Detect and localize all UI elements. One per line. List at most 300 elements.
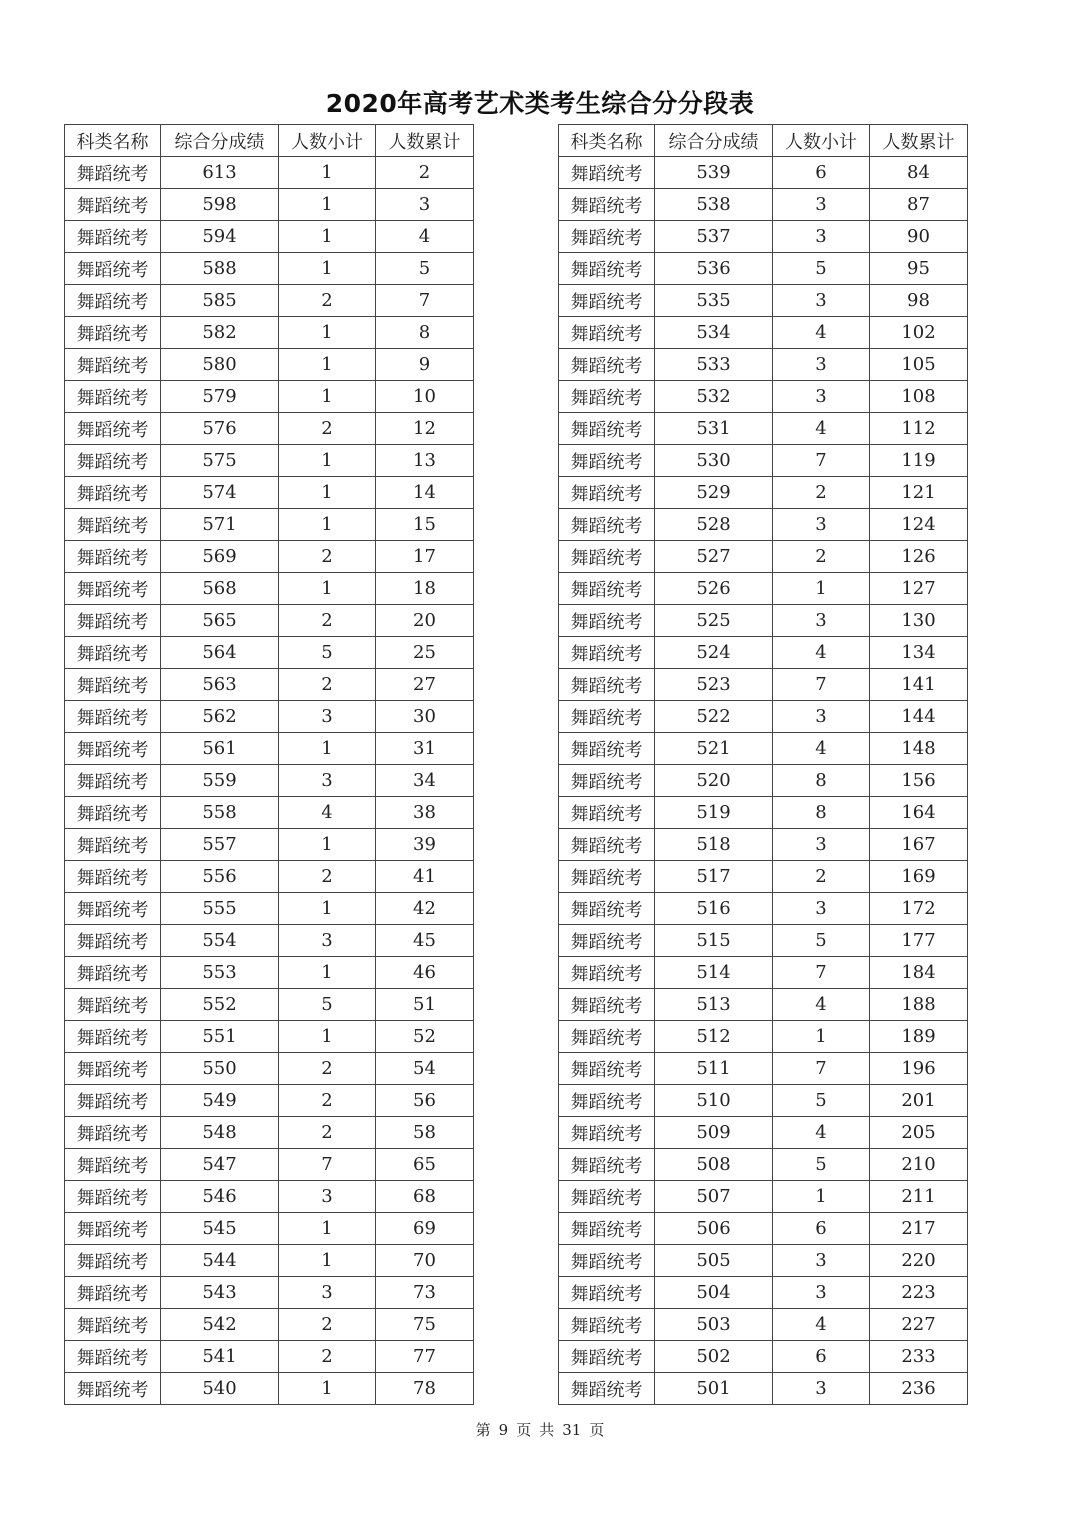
table-row [559, 701, 968, 733]
cell-count: 3 [279, 925, 376, 957]
cell-score: 579 [161, 381, 279, 413]
cell-cumulative: 15 [376, 509, 474, 541]
cell-score: 524 [655, 637, 773, 669]
table-row [65, 1085, 474, 1117]
table-row [559, 285, 968, 317]
cell-score: 501 [655, 1373, 773, 1405]
cell-score: 513 [655, 989, 773, 1021]
cell-count: 7 [279, 1149, 376, 1181]
table-row [559, 637, 968, 669]
cell-cumulative: 14 [376, 477, 474, 509]
cell-count: 3 [279, 765, 376, 797]
cell-cumulative: 17 [376, 541, 474, 573]
cell-score: 532 [655, 381, 773, 413]
cell-score: 517 [655, 861, 773, 893]
table-row [65, 413, 474, 445]
cell-cumulative: 10 [376, 381, 474, 413]
cell-cumulative: 12 [376, 413, 474, 445]
table-row [559, 1309, 968, 1341]
cell-cumulative: 189 [870, 1021, 968, 1053]
cell-score: 505 [655, 1245, 773, 1277]
cell-category: 舞蹈统考 [65, 861, 161, 893]
cell-count: 4 [773, 317, 870, 349]
table-row [65, 1117, 474, 1149]
cell-cumulative: 223 [870, 1277, 968, 1309]
cell-count: 3 [773, 509, 870, 541]
cell-score: 511 [655, 1053, 773, 1085]
table-row [559, 157, 968, 189]
cell-cumulative: 205 [870, 1117, 968, 1149]
cell-cumulative: 164 [870, 797, 968, 829]
cell-cumulative: 34 [376, 765, 474, 797]
table-row [65, 573, 474, 605]
cell-category: 舞蹈统考 [559, 157, 655, 189]
table-row [559, 573, 968, 605]
cell-count: 7 [773, 445, 870, 477]
cell-score: 539 [655, 157, 773, 189]
cell-count: 3 [773, 1245, 870, 1277]
cell-cumulative: 108 [870, 381, 968, 413]
cell-category: 舞蹈统考 [559, 1181, 655, 1213]
footer-text: 页 [589, 1421, 605, 1439]
cell-score: 527 [655, 541, 773, 573]
footer-text: 页 [516, 1421, 532, 1439]
cell-score: 512 [655, 1021, 773, 1053]
cell-count: 1 [279, 1021, 376, 1053]
cell-category: 舞蹈统考 [65, 413, 161, 445]
cell-count: 8 [773, 765, 870, 797]
cell-score: 530 [655, 445, 773, 477]
table-row [65, 893, 474, 925]
cell-category: 舞蹈统考 [559, 477, 655, 509]
cell-cumulative: 124 [870, 509, 968, 541]
cell-count: 7 [773, 669, 870, 701]
cell-category: 舞蹈统考 [65, 1309, 161, 1341]
cell-score: 504 [655, 1277, 773, 1309]
cell-score: 515 [655, 925, 773, 957]
cell-score: 502 [655, 1341, 773, 1373]
cell-category: 舞蹈统考 [559, 509, 655, 541]
cell-cumulative: 3 [376, 189, 474, 221]
table-row [65, 925, 474, 957]
cell-cumulative: 95 [870, 253, 968, 285]
table-row [559, 445, 968, 477]
cell-count: 3 [773, 605, 870, 637]
table-row [559, 1085, 968, 1117]
header-category: 科类名称 [65, 125, 161, 157]
cell-count: 8 [773, 797, 870, 829]
cell-cumulative: 119 [870, 445, 968, 477]
cell-count: 3 [773, 1373, 870, 1405]
table-row [65, 1245, 474, 1277]
cell-category: 舞蹈统考 [559, 1341, 655, 1373]
cell-score: 546 [161, 1181, 279, 1213]
cell-category: 舞蹈统考 [65, 989, 161, 1021]
table-row [65, 381, 474, 413]
table-row [65, 509, 474, 541]
cell-cumulative: 188 [870, 989, 968, 1021]
cell-count: 7 [773, 1053, 870, 1085]
cell-category: 舞蹈统考 [559, 221, 655, 253]
table-row [65, 1373, 474, 1405]
cell-score: 613 [161, 157, 279, 189]
cell-cumulative: 51 [376, 989, 474, 1021]
cell-score: 588 [161, 253, 279, 285]
cell-cumulative: 52 [376, 1021, 474, 1053]
cell-cumulative: 98 [870, 285, 968, 317]
cell-cumulative: 144 [870, 701, 968, 733]
cell-category: 舞蹈统考 [559, 1149, 655, 1181]
cell-score: 547 [161, 1149, 279, 1181]
header-score: 综合分成绩 [161, 125, 279, 157]
table-row [559, 829, 968, 861]
cell-cumulative: 112 [870, 413, 968, 445]
cell-count: 1 [279, 573, 376, 605]
table-row [65, 1277, 474, 1309]
cell-score: 555 [161, 893, 279, 925]
table-row [559, 733, 968, 765]
cell-score: 508 [655, 1149, 773, 1181]
cell-category: 舞蹈统考 [65, 797, 161, 829]
table-row [559, 861, 968, 893]
cell-score: 550 [161, 1053, 279, 1085]
cell-count: 6 [773, 157, 870, 189]
cell-count: 4 [773, 637, 870, 669]
cell-score: 575 [161, 445, 279, 477]
table-row [559, 381, 968, 413]
cell-cumulative: 70 [376, 1245, 474, 1277]
cell-score: 533 [655, 349, 773, 381]
cell-cumulative: 77 [376, 1341, 474, 1373]
cell-count: 3 [773, 349, 870, 381]
table-row [65, 221, 474, 253]
cell-category: 舞蹈统考 [65, 765, 161, 797]
cell-score: 549 [161, 1085, 279, 1117]
table-row [559, 1341, 968, 1373]
cell-count: 1 [773, 573, 870, 605]
cell-count: 3 [773, 381, 870, 413]
cell-category: 舞蹈统考 [559, 445, 655, 477]
table-row [559, 957, 968, 989]
footer-text: 共 [539, 1421, 555, 1439]
cell-score: 568 [161, 573, 279, 605]
table-row [65, 317, 474, 349]
cell-cumulative: 220 [870, 1245, 968, 1277]
cell-cumulative: 84 [870, 157, 968, 189]
cell-category: 舞蹈统考 [559, 381, 655, 413]
cell-count: 5 [279, 637, 376, 669]
cell-category: 舞蹈统考 [559, 349, 655, 381]
table-row [65, 1181, 474, 1213]
cell-score: 537 [655, 221, 773, 253]
table-row [65, 701, 474, 733]
cell-score: 536 [655, 253, 773, 285]
cell-score: 540 [161, 1373, 279, 1405]
cell-score: 542 [161, 1309, 279, 1341]
header-cumulative: 人数累计 [870, 125, 968, 157]
table-row [65, 157, 474, 189]
cell-score: 510 [655, 1085, 773, 1117]
cell-cumulative: 8 [376, 317, 474, 349]
cell-score: 523 [655, 669, 773, 701]
cell-score: 518 [655, 829, 773, 861]
cell-cumulative: 30 [376, 701, 474, 733]
table-row [559, 1245, 968, 1277]
cell-cumulative: 236 [870, 1373, 968, 1405]
table-row [559, 1053, 968, 1085]
cell-count: 4 [773, 1309, 870, 1341]
cell-score: 538 [655, 189, 773, 221]
cell-score: 514 [655, 957, 773, 989]
cell-score: 548 [161, 1117, 279, 1149]
cell-score: 551 [161, 1021, 279, 1053]
table-row [65, 1341, 474, 1373]
cell-count: 5 [773, 1085, 870, 1117]
cell-cumulative: 127 [870, 573, 968, 605]
cell-count: 1 [279, 829, 376, 861]
table-row [559, 989, 968, 1021]
page-title: 2020年高考艺术类考生综合分分段表 [325, 89, 755, 118]
cell-category: 舞蹈统考 [559, 413, 655, 445]
cell-cumulative: 233 [870, 1341, 968, 1373]
table-row [65, 1053, 474, 1085]
cell-count: 3 [773, 189, 870, 221]
header-category: 科类名称 [559, 125, 655, 157]
table-row [65, 349, 474, 381]
table-row [65, 637, 474, 669]
footer-text: 第 [475, 1421, 491, 1439]
cell-count: 4 [279, 797, 376, 829]
table-row [65, 253, 474, 285]
cell-cumulative: 54 [376, 1053, 474, 1085]
table-row [559, 1277, 968, 1309]
table-row [65, 1021, 474, 1053]
cell-count: 4 [773, 733, 870, 765]
cell-count: 3 [773, 893, 870, 925]
cell-count: 2 [773, 861, 870, 893]
cell-category: 舞蹈统考 [65, 285, 161, 317]
table-row [559, 509, 968, 541]
cell-score: 554 [161, 925, 279, 957]
cell-score: 553 [161, 957, 279, 989]
cell-count: 1 [279, 1373, 376, 1405]
header-row [65, 125, 474, 157]
table-row [559, 413, 968, 445]
cell-count: 5 [773, 1149, 870, 1181]
cell-count: 4 [773, 1117, 870, 1149]
cell-category: 舞蹈统考 [559, 1213, 655, 1245]
cell-cumulative: 148 [870, 733, 968, 765]
cell-score: 535 [655, 285, 773, 317]
cell-category: 舞蹈统考 [65, 573, 161, 605]
cell-category: 舞蹈统考 [65, 669, 161, 701]
table-row [559, 317, 968, 349]
cell-score: 580 [161, 349, 279, 381]
cell-cumulative: 134 [870, 637, 968, 669]
cell-cumulative: 56 [376, 1085, 474, 1117]
table-row [65, 797, 474, 829]
cell-score: 569 [161, 541, 279, 573]
table-row [559, 797, 968, 829]
cell-count: 5 [279, 989, 376, 1021]
cell-count: 6 [773, 1341, 870, 1373]
cell-cumulative: 217 [870, 1213, 968, 1245]
cell-score: 552 [161, 989, 279, 1021]
cell-score: 594 [161, 221, 279, 253]
cell-count: 3 [279, 701, 376, 733]
table-row [65, 861, 474, 893]
cell-score: 520 [655, 765, 773, 797]
cell-score: 521 [655, 733, 773, 765]
cell-score: 526 [655, 573, 773, 605]
cell-category: 舞蹈统考 [559, 861, 655, 893]
cell-score: 522 [655, 701, 773, 733]
cell-cumulative: 169 [870, 861, 968, 893]
cell-count: 3 [773, 285, 870, 317]
cell-cumulative: 65 [376, 1149, 474, 1181]
cell-category: 舞蹈统考 [65, 509, 161, 541]
cell-cumulative: 75 [376, 1309, 474, 1341]
cell-category: 舞蹈统考 [65, 1245, 161, 1277]
cell-category: 舞蹈统考 [559, 1117, 655, 1149]
cell-score: 528 [655, 509, 773, 541]
cell-score: 544 [161, 1245, 279, 1277]
cell-count: 2 [773, 541, 870, 573]
cell-cumulative: 130 [870, 605, 968, 637]
cell-count: 3 [773, 221, 870, 253]
cell-count: 1 [279, 253, 376, 285]
cell-category: 舞蹈统考 [65, 477, 161, 509]
cell-category: 舞蹈统考 [559, 765, 655, 797]
cell-score: 531 [655, 413, 773, 445]
cell-count: 1 [773, 1181, 870, 1213]
cell-count: 2 [279, 669, 376, 701]
cell-count: 2 [279, 413, 376, 445]
cell-score: 582 [161, 317, 279, 349]
cell-score: 556 [161, 861, 279, 893]
cell-category: 舞蹈统考 [65, 1085, 161, 1117]
cell-category: 舞蹈统考 [559, 829, 655, 861]
table-row [559, 253, 968, 285]
cell-category: 舞蹈统考 [65, 829, 161, 861]
cell-score: 585 [161, 285, 279, 317]
table-row [559, 1181, 968, 1213]
cell-cumulative: 87 [870, 189, 968, 221]
cell-score: 564 [161, 637, 279, 669]
cell-score: 519 [655, 797, 773, 829]
cell-cumulative: 227 [870, 1309, 968, 1341]
table-row [559, 477, 968, 509]
cell-category: 舞蹈统考 [559, 573, 655, 605]
footer-total-pages: 31 [562, 1421, 582, 1439]
cell-count: 7 [773, 957, 870, 989]
cell-count: 3 [773, 701, 870, 733]
cell-score: 506 [655, 1213, 773, 1245]
cell-score: 507 [655, 1181, 773, 1213]
cell-score: 545 [161, 1213, 279, 1245]
cell-cumulative: 27 [376, 669, 474, 701]
cell-count: 1 [279, 477, 376, 509]
cell-count: 2 [279, 1085, 376, 1117]
table-row [65, 1309, 474, 1341]
cell-category: 舞蹈统考 [559, 989, 655, 1021]
table-row [559, 605, 968, 637]
cell-score: 574 [161, 477, 279, 509]
table-row [65, 957, 474, 989]
cell-score: 529 [655, 477, 773, 509]
cell-cumulative: 105 [870, 349, 968, 381]
cell-category: 舞蹈统考 [65, 317, 161, 349]
cell-cumulative: 90 [870, 221, 968, 253]
cell-cumulative: 177 [870, 925, 968, 957]
cell-count: 2 [773, 477, 870, 509]
cell-category: 舞蹈统考 [65, 605, 161, 637]
table-row [65, 765, 474, 797]
cell-cumulative: 25 [376, 637, 474, 669]
cell-category: 舞蹈统考 [65, 157, 161, 189]
cell-category: 舞蹈统考 [65, 1117, 161, 1149]
cell-category: 舞蹈统考 [65, 957, 161, 989]
cell-count: 1 [279, 1213, 376, 1245]
table-row [559, 1149, 968, 1181]
cell-category: 舞蹈统考 [65, 733, 161, 765]
table-row [559, 893, 968, 925]
cell-cumulative: 201 [870, 1085, 968, 1117]
cell-count: 2 [279, 1117, 376, 1149]
cell-category: 舞蹈统考 [65, 381, 161, 413]
table-row [65, 669, 474, 701]
cell-cumulative: 38 [376, 797, 474, 829]
table-row [65, 605, 474, 637]
table-row [559, 925, 968, 957]
header-count: 人数小计 [773, 125, 870, 157]
cell-category: 舞蹈统考 [559, 669, 655, 701]
table-row [559, 1021, 968, 1053]
page-footer [0, 1419, 1080, 1440]
table-row [65, 541, 474, 573]
cell-cumulative: 211 [870, 1181, 968, 1213]
cell-category: 舞蹈统考 [559, 1021, 655, 1053]
table-row [65, 829, 474, 861]
cell-count: 3 [773, 1277, 870, 1309]
cell-cumulative: 7 [376, 285, 474, 317]
cell-count: 1 [279, 893, 376, 925]
cell-score: 558 [161, 797, 279, 829]
cell-score: 509 [655, 1117, 773, 1149]
cell-cumulative: 46 [376, 957, 474, 989]
cell-cumulative: 45 [376, 925, 474, 957]
cell-cumulative: 13 [376, 445, 474, 477]
cell-count: 1 [279, 381, 376, 413]
cell-count: 4 [773, 413, 870, 445]
cell-count: 1 [279, 1245, 376, 1277]
cell-category: 舞蹈统考 [65, 253, 161, 285]
cell-category: 舞蹈统考 [559, 285, 655, 317]
cell-cumulative: 141 [870, 669, 968, 701]
cell-cumulative: 41 [376, 861, 474, 893]
table-row [559, 541, 968, 573]
cell-cumulative: 2 [376, 157, 474, 189]
cell-category: 舞蹈统考 [559, 317, 655, 349]
cell-category: 舞蹈统考 [559, 541, 655, 573]
cell-category: 舞蹈统考 [559, 957, 655, 989]
cell-cumulative: 68 [376, 1181, 474, 1213]
cell-cumulative: 42 [376, 893, 474, 925]
cell-category: 舞蹈统考 [65, 1213, 161, 1245]
cell-count: 4 [773, 989, 870, 1021]
table-row [559, 1117, 968, 1149]
table-row [65, 189, 474, 221]
